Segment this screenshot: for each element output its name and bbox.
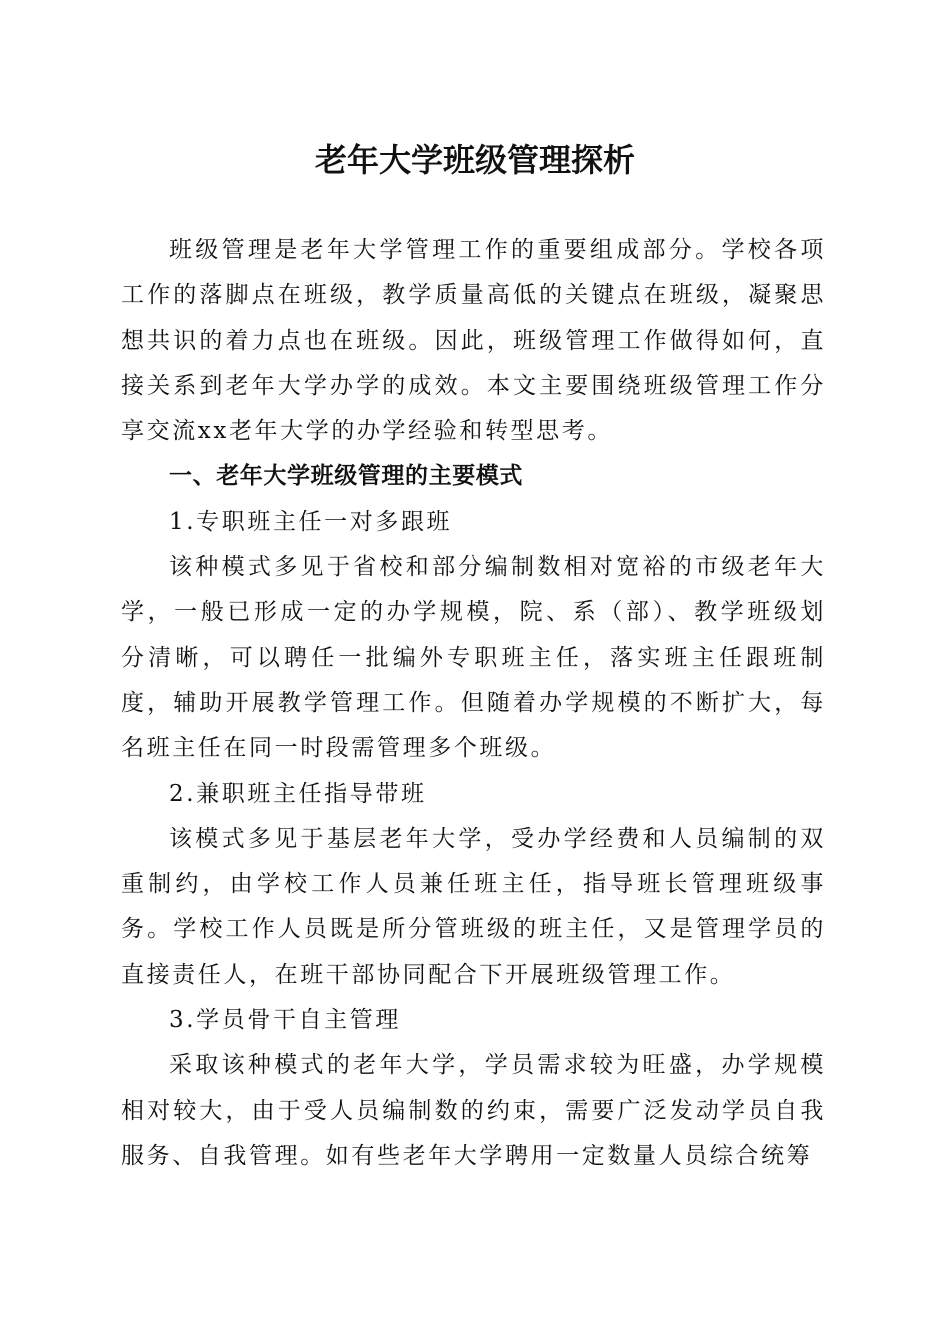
document-title: 老年大学班级管理探析	[314, 141, 635, 179]
paragraph-2: 该模式多见于基层老年大学，受办学经费和人员编制的双重制约，由学校工作人员兼任班主任，指导班长管理班级事务。学校工作人员既是所分管班级的班主任，又是管理学员的直接责任人，在班干部协同配合下开展班级管理工作。	[121, 825, 826, 988]
subheading-1: 1.专职班主任一对多跟班	[169, 508, 453, 535]
subheading-2: 2.兼职班主任指导带班	[169, 780, 427, 807]
intro-paragraph: 班级管理是老年大学管理工作的重要组成部分。学校各项工作的落脚点在班级，教学质量高低的关键点在班级，凝聚思想共识的着力点也在班级。因此，班级管理工作做得如何，直接关系到老年大学办学的成效。本文主要围绕班级管理工作分享交流xx老年大学的办学经验和转型思考。	[121, 237, 826, 445]
paragraph-1: 该种模式多见于省校和部分编制数相对宽裕的市级老年大学，一般已形成一定的办学规模，院、系（部）、教学班级划分清晰，可以聘任一批编外专职班主任，落实班主任跟班制度，辅助开展教学管理工作。但随着办学规模的不断扩大，每名班主任在同一时段需管理多个班级。	[121, 554, 826, 762]
paragraph-3: 采取该种模式的老年大学，学员需求较为旺盛，办学规模相对较大，由于受人员编制数的约束，需要广泛发动学员自我服务、自我管理。如有些老年大学聘用一定数量人员综合统筹	[121, 1052, 826, 1169]
document-body	[121, 228, 826, 1179]
subheading-3: 3.学员骨干自主管理	[169, 1007, 401, 1034]
section-heading: 一、老年大学班级管理的主要模式	[169, 463, 523, 490]
